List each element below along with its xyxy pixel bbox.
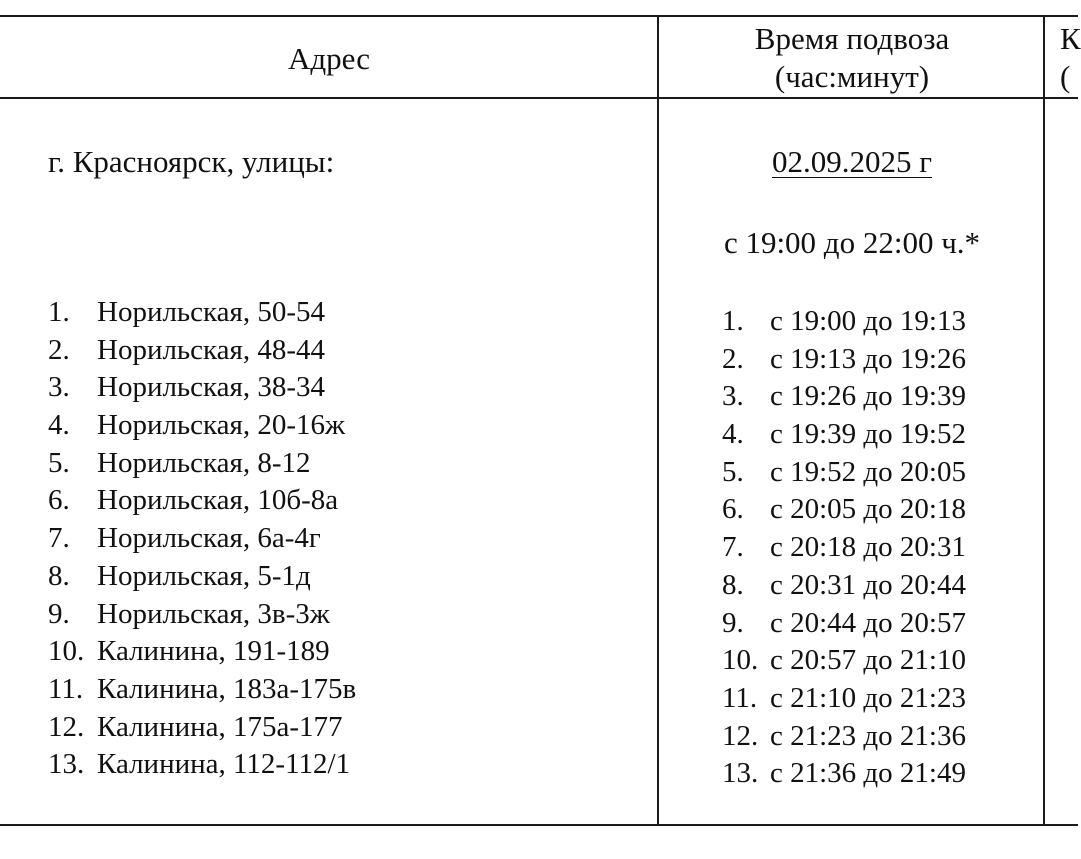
address-column-header <box>0 40 658 78</box>
address-row-number: 6. <box>48 484 70 517</box>
time-slot-row-text: с 21:23 до 21:36 <box>770 719 966 752</box>
time-slot-row <box>722 378 966 416</box>
address-row <box>48 596 356 634</box>
address-row-text: Норильская, 10б-8а <box>97 484 339 517</box>
time-slot-row-text: с 20:18 до 20:31 <box>770 531 966 564</box>
address-row-number: 11. <box>48 672 84 705</box>
time-slot-row <box>722 680 966 718</box>
table-top-border <box>0 15 1078 17</box>
time-slot-row-text: с 19:26 до 19:39 <box>770 380 966 413</box>
address-row-number: 5. <box>48 446 70 479</box>
time-slot-row-number: 8. <box>722 568 744 601</box>
time-slot-row-text: с 19:52 до 20:05 <box>770 455 966 488</box>
address-row <box>48 746 356 784</box>
time-slot-row <box>722 755 966 793</box>
address-row-number: 12. <box>48 710 85 743</box>
column-divider-address-time <box>657 15 659 826</box>
cropped-header-line-1: К <box>1060 21 1081 56</box>
time-slot-row-number: 10. <box>722 644 759 677</box>
address-row-text: Норильская, 8-12 <box>97 446 311 479</box>
address-row <box>48 633 356 671</box>
header-bottom-border <box>0 97 1078 99</box>
address-row-text: Калинина, 175а-177 <box>97 710 343 743</box>
time-slot-row <box>722 567 966 605</box>
time-header-unit: (час:минут) <box>774 59 930 94</box>
time-slot-row <box>722 642 966 680</box>
time-slot-row-number: 7. <box>722 531 744 564</box>
time-slot-row-text: с 19:13 до 19:26 <box>770 342 966 375</box>
address-row-text: Калинина, 191-189 <box>97 635 330 668</box>
address-row-text: Норильская, 3в-3ж <box>97 597 330 630</box>
time-slot-row-text: с 20:05 до 20:18 <box>770 493 966 526</box>
time-slot-row-text: с 20:57 до 21:10 <box>770 644 966 677</box>
address-row <box>48 294 356 332</box>
time-slot-row-text: с 20:31 до 20:44 <box>770 568 966 601</box>
time-slot-row <box>722 416 966 454</box>
address-row <box>48 558 356 596</box>
time-slot-row <box>722 605 966 643</box>
time-slot-row-text: с 19:00 до 19:13 <box>770 305 966 337</box>
time-slot-row <box>722 529 966 567</box>
address-header-text: Адрес <box>288 41 370 76</box>
time-column-header <box>660 20 1044 96</box>
address-row-text: Норильская, 20-16ж <box>97 409 346 442</box>
time-slot-row-number: 3. <box>722 380 744 413</box>
address-row <box>48 369 356 407</box>
time-slot-row-text: с 20:44 до 20:57 <box>770 606 966 639</box>
time-slot-row <box>722 341 966 379</box>
address-row <box>48 482 356 520</box>
time-slot-row-number: 11. <box>722 681 758 714</box>
time-slot-row-number: 12. <box>722 719 759 752</box>
address-row-text: Норильская, 50-54 <box>97 296 326 328</box>
time-slot-row-number: 9. <box>722 606 744 639</box>
table-bottom-border <box>0 824 1078 826</box>
time-slot-row-text: с 21:10 до 21:23 <box>770 681 966 714</box>
time-slot-row <box>722 303 966 341</box>
cropped-column-header <box>1060 20 1081 96</box>
address-row-text: Норильская, 6а-4г <box>97 522 321 555</box>
time-slot-row-text: с 19:39 до 19:52 <box>770 418 966 451</box>
address-row <box>48 445 356 483</box>
time-slot-row-number: 2. <box>722 342 744 375</box>
address-row <box>48 520 356 558</box>
address-row-number: 4. <box>48 409 70 442</box>
address-row-text: Норильская, 38-34 <box>97 371 326 404</box>
city-label: г. Красноярск, улицы: <box>48 144 335 179</box>
address-row-number: 9. <box>48 597 70 630</box>
address-row-number: 10. <box>48 635 85 668</box>
address-row-number: 8. <box>48 559 70 592</box>
time-range-label: с 19:00 до 22:00 ч.* <box>723 225 981 260</box>
date-label <box>660 143 1044 181</box>
time-slot-row <box>722 718 966 756</box>
address-row-number: 1. <box>48 296 70 328</box>
address-row <box>48 332 356 370</box>
address-row-number: 3. <box>48 371 70 404</box>
address-row-number: 7. <box>48 522 70 555</box>
address-row-number: 2. <box>48 333 70 366</box>
address-row-number: 13. <box>48 748 85 781</box>
time-slot-row-text: с 21:36 до 21:49 <box>770 757 966 790</box>
time-slot-row-number: 1. <box>722 305 744 337</box>
address-row-text: Калинина, 183а-175в <box>97 672 357 705</box>
time-slot-row-number: 13. <box>722 757 759 790</box>
address-row <box>48 671 356 709</box>
address-row-text: Норильская, 48-44 <box>97 333 326 366</box>
address-row <box>48 407 356 445</box>
address-list <box>48 294 356 784</box>
address-row-text: Норильская, 5-1д <box>97 559 311 592</box>
time-slot-row <box>722 454 966 492</box>
time-slot-row-number: 6. <box>722 493 744 526</box>
date-text: 02.09.2025 г <box>772 144 932 179</box>
address-row-text: Калинина, 112-112/1 <box>97 748 351 781</box>
time-slot-row-number: 4. <box>722 418 744 451</box>
time-slot-row <box>722 491 966 529</box>
address-row <box>48 709 356 747</box>
time-slot-list <box>722 303 966 793</box>
time-header-title: Время подвоза <box>754 21 950 56</box>
column-divider-time-next <box>1043 15 1045 826</box>
time-slot-row-number: 5. <box>722 455 744 488</box>
cropped-header-line-2: ( <box>1060 59 1071 94</box>
